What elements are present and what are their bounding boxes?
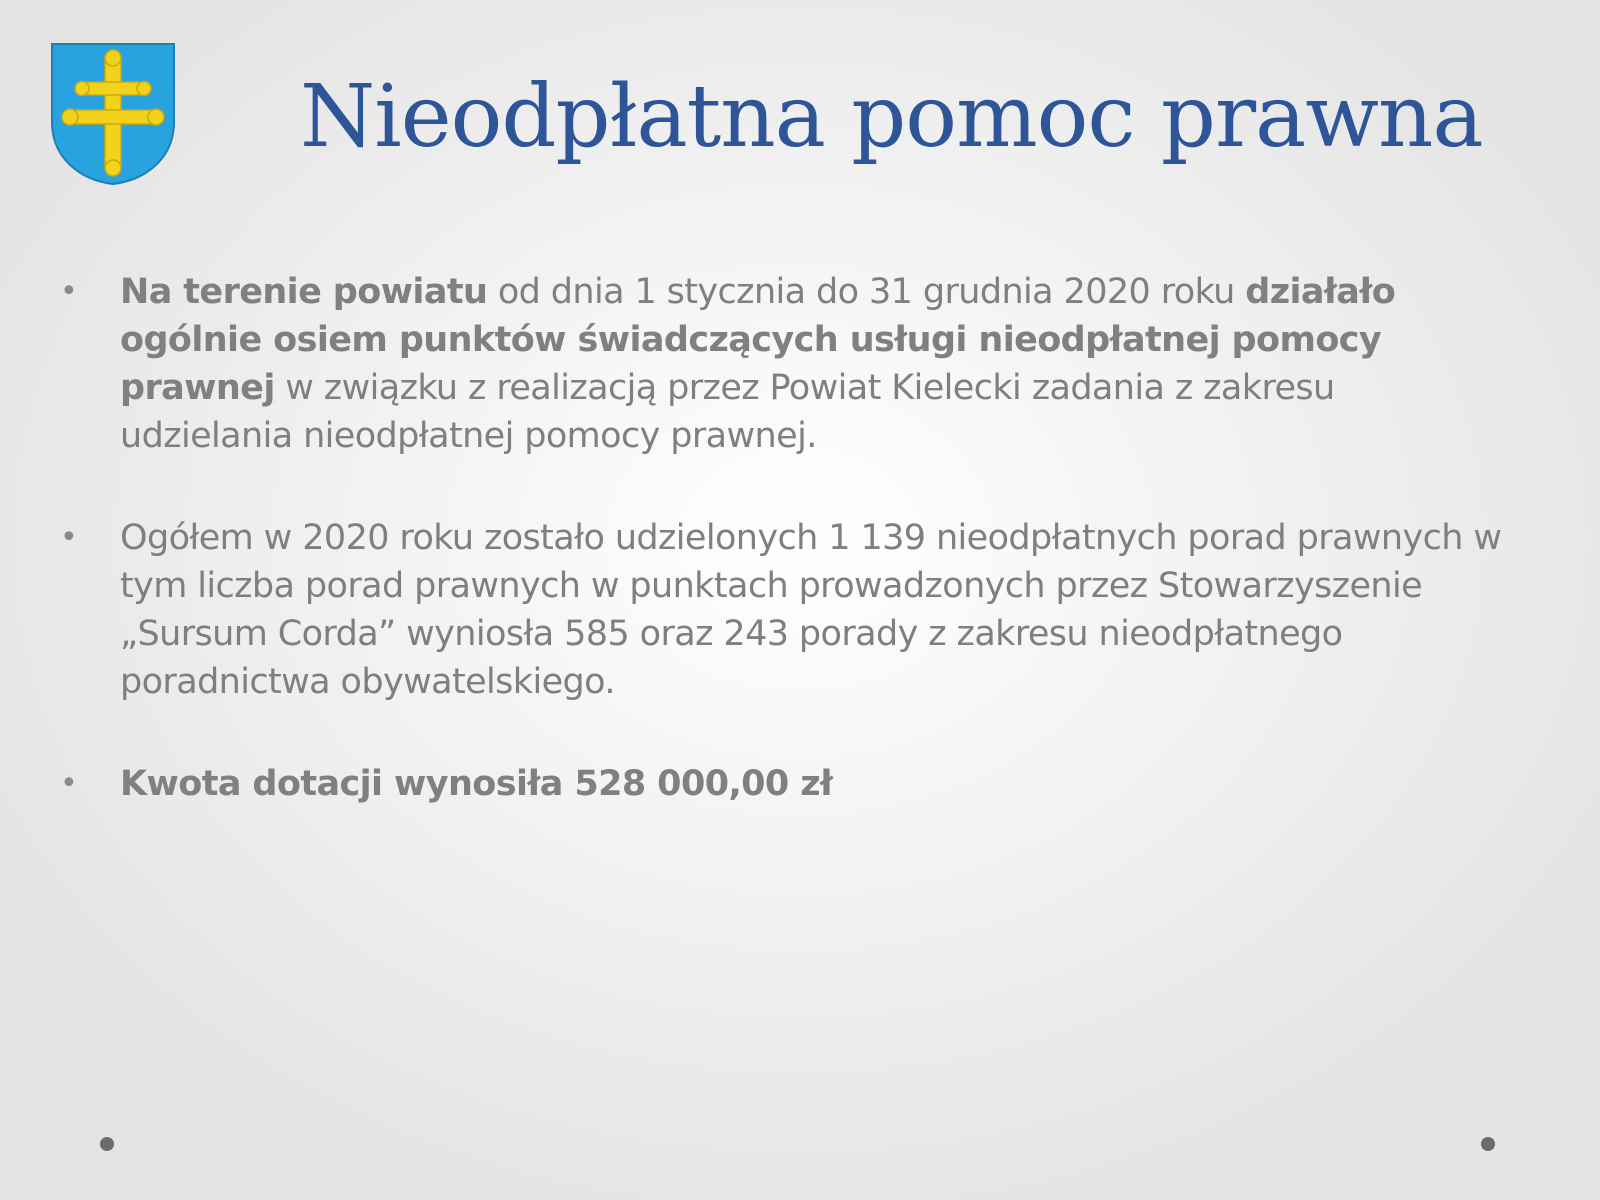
bullet-dot: • <box>60 274 78 309</box>
bullet-text: Ogółem w 2020 roku zostało udzielonych 1 139 nieodpłatnych porad prawnych w tym liczba porad prawnych w punktach prowadzonych przez Stowarzyszenie „Sursum Corda” wyniosła 585 oraz 243 porady z zakresu nieodpłatnego poradnictwa obywatelskiego. <box>120 518 1502 702</box>
bullet-dot: • <box>60 520 78 555</box>
bullet-text-bold: Kwota dotacji wynosiła 528 000,00 zł <box>120 764 833 804</box>
bullet-dot: • <box>60 766 78 801</box>
corner-decoration-dot-right <box>1481 1137 1495 1151</box>
bullet-text-bold: Na terenie powiatu <box>120 272 488 312</box>
coat-of-arms-icon <box>50 42 176 186</box>
bullet-list <box>56 268 1506 862</box>
bullet-text: od dnia 1 stycznia do 31 grudnia 2020 roku <box>487 272 1246 312</box>
bullet-item-points <box>56 268 1506 460</box>
bullet-item-grant-amount <box>56 760 1506 808</box>
corner-decoration-dot-left <box>100 1137 114 1151</box>
slide-title: Nieodpłatna pomoc prawna <box>300 67 1483 167</box>
bullet-text: w związku z realizacją przez Powiat Kielecki zadania z zakresu udzielania nieodpłatnej pomocy prawnej. <box>120 368 1335 456</box>
bullet-item-advice-count <box>56 514 1506 706</box>
bullet-text-bold: działało ogólnie osiem punktów świadczących usługi nieodpłatnej pomocy prawnej <box>120 272 1396 408</box>
